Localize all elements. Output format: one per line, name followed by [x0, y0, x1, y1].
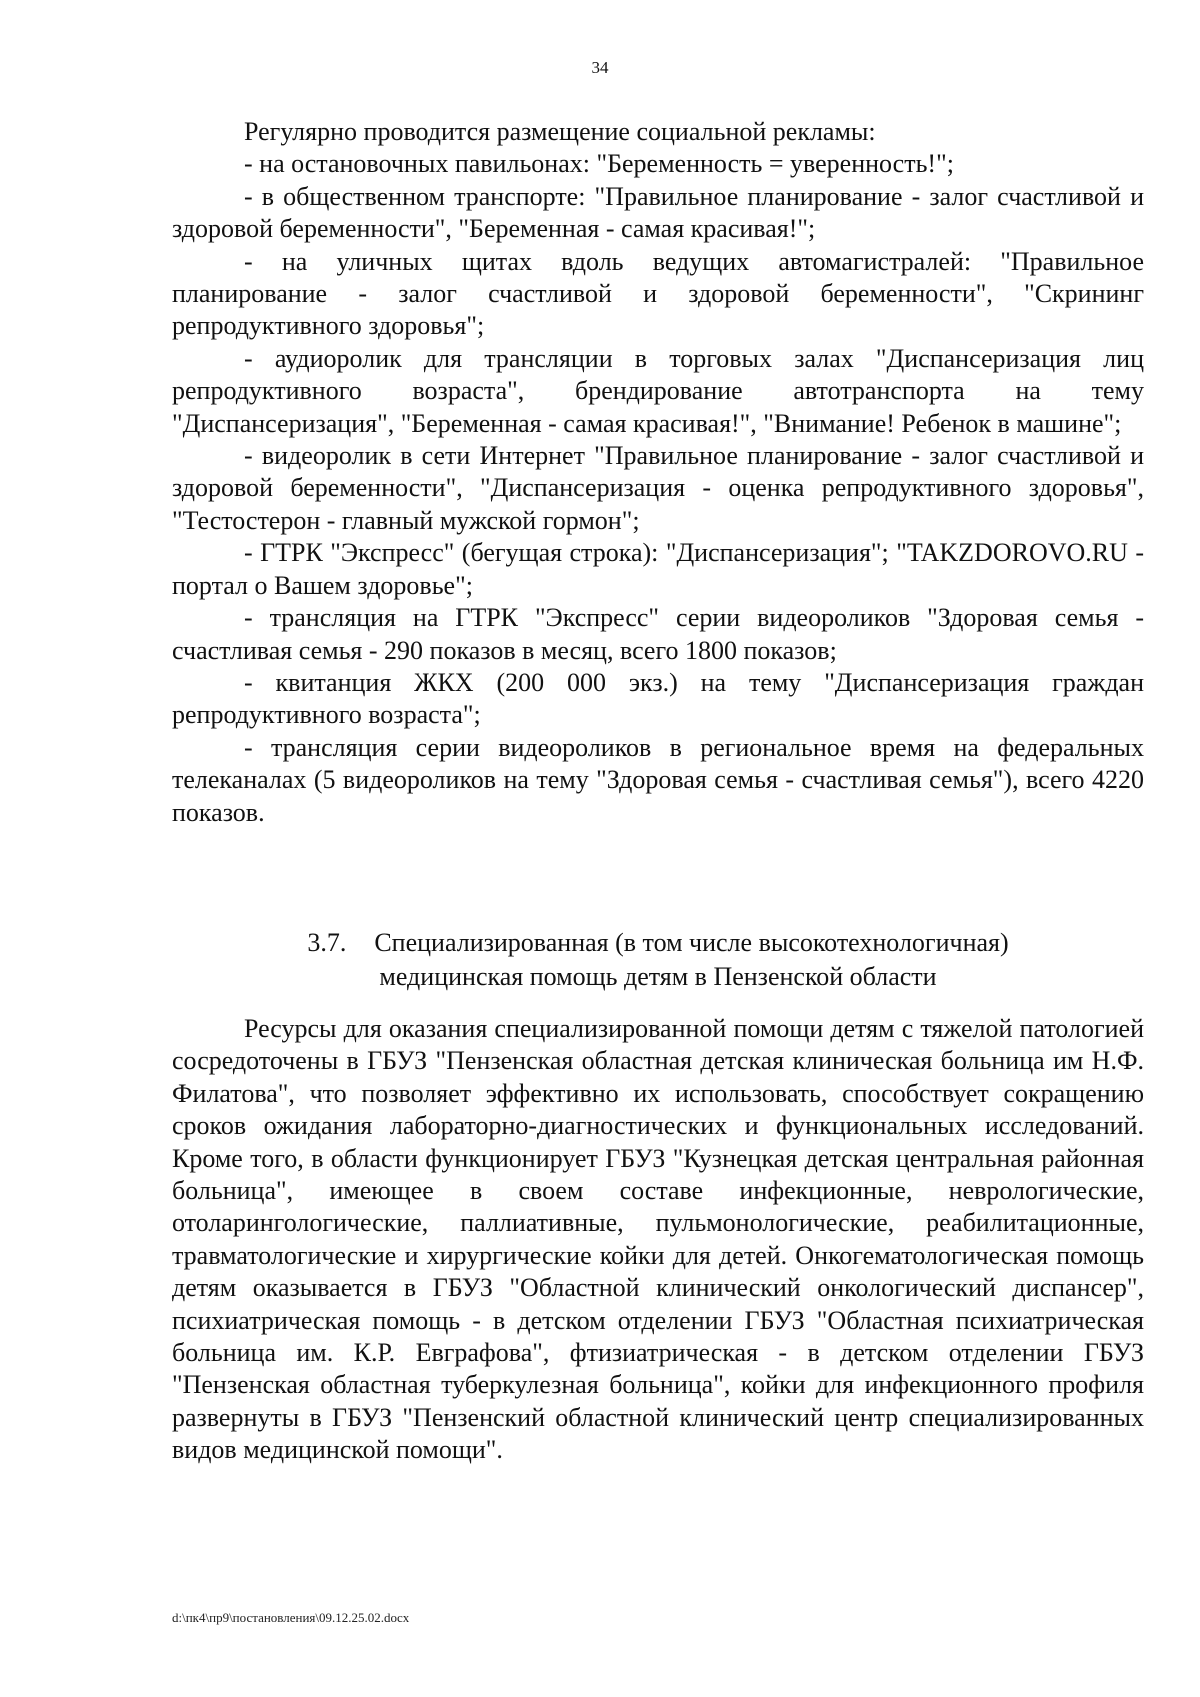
paragraph-intro: Регулярно проводится размещение социальной рекламы: [244, 117, 876, 146]
section-title-line2: медицинская помощь детям в Пензенской области [379, 962, 937, 991]
page-number: 34 [591, 58, 609, 77]
section-paragraph: Ресурсы для оказания специализированной помощи детям с тяжелой патологией сосредоточены в ГБУЗ "Пензенская областная детская клиническая больница им Н.Ф. Филатова", что позволяет эффективно их использовать, способствует сокращению сроков ожидания лабораторно-диагностических и функциональных исследований. Кроме того, в области функционирует ГБУЗ "Кузнецкая детская центральная районная больница", имеющее в своем составе инфекционные, неврологические, отоларингологические, паллиативные, пульмонологические, реабилитационные, травматологические и хирургические койки для детей. Онкогематологическая помощь детям оказывается в ГБУЗ "Областной клинический онкологический диспансер", психиатрическая помощь - в детском отделении ГБУЗ "Областная психиатрическая больница им. К.Р. Евграфова", фтизиатрическая - в детском отделении ГБУЗ "Пензенская областная туберкулезная больница", койки для инфекционного профиля развернуты в ГБУЗ "Пензенский областной клинический центр специализированных видов медицинской помощи". [172, 1014, 1144, 1465]
section-heading-line1 [172, 926, 1144, 960]
footer-file-path: d:\пк4\пр9\постановления\09.12.25.02.docx [172, 1610, 410, 1625]
list-item-gtrk-videos: - трансляция на ГТРК "Экспресс" серии видеороликов "Здоровая семья - счастливая семья - 290 показов в месяц, всего 1800 показов; [172, 603, 1144, 665]
section-number: 3.7. [307, 928, 347, 957]
social-ads-list [172, 116, 1144, 829]
list-item-audio-clip: - аудиоролик для трансляции в торговых залах "Диспансеризация лиц репродуктивного возраста", брендирование автотранспорта на тему "Диспансеризация", "Беременная - самая красивая!", "Внимание! Ребенок в машине"; [172, 343, 1144, 438]
list-item-gtrk-ticker: - ГТРК "Экспресс" (бегущая строка): "Диспансеризация"; "TAKZDOROVO.RU - портал о Вашем здоровье"; [172, 538, 1144, 600]
list-item-utility-receipt: - квитанция ЖКХ (200 000 экз.) на тему "Диспансеризация граждан репродуктивного возраста"; [172, 667, 1144, 730]
list-item-street-billboards: - на уличных щитах вдоль ведущих автомагистралей: "Правильное планирование - залог счастливой и здоровой беременности", "Скрининг репродуктивного здоровья"; [172, 246, 1144, 341]
list-item-internet-video: - видеоролик в сети Интернет "Правильное планирование - залог счастливой и здоровой беременности", "Диспансеризация - оценка репродуктивного здоровья", "Тестостерон - главный мужской гормон"; [172, 441, 1144, 535]
section-title-line1: Специализированная (в том числе высокотехнологичная) [374, 928, 1009, 957]
list-item-bus-stops: - на остановочных павильонах: "Беременность = уверенность!"; [244, 149, 954, 179]
section-heading [172, 926, 1144, 994]
list-item-public-transport: - в общественном транспорте: "Правильное планирование - залог счастливой и здоровой беременности", "Беременная - самая красивая!"; [172, 181, 1144, 244]
list-item-federal-tv: - трансляция серии видеороликов в региональное время на федеральных телеканалах (5 видеороликов на тему "Здоровая семья - счастливая семья"), всего 4220 показов. [172, 732, 1144, 827]
section-body [172, 1013, 1144, 1467]
